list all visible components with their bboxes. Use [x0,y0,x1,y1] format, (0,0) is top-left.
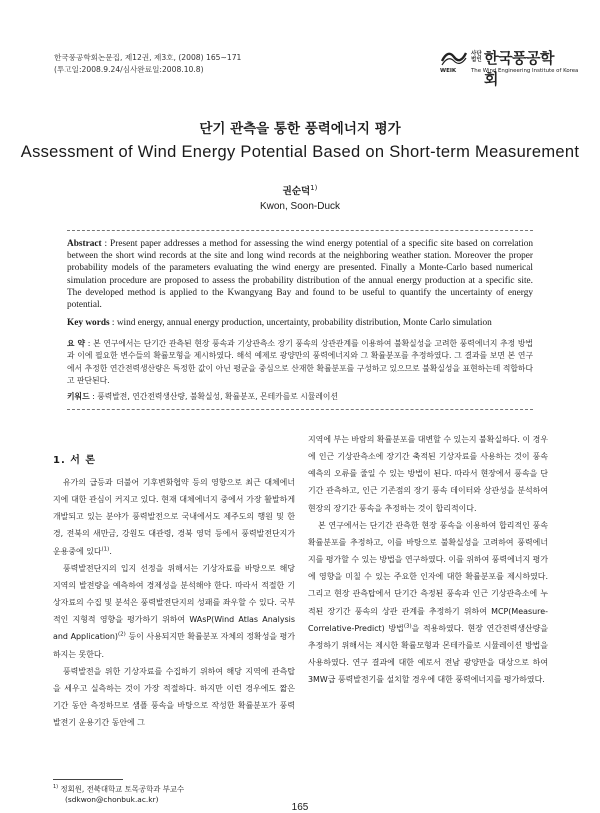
logo-society-name: 한국풍공학회 [484,49,554,88]
journal-citation: 한국풍공학회논문집, 제12권, 제3호, (2008) 165~171 [54,53,242,62]
paragraph: 유가의 급등과 더불어 기후변화협약 등의 영향으로 최근 대체에너지에 대한 관심이 커지고 있다. 현재 대체에너지 중에서 가장 활발하게 개발되고 있는 분야가 풍력발전으로 국내에서도 제주도의 행원 및 한경, 전북의 새만금, 강원도 대관령, 경북 영덕 등에서 풍력발전단지가 운용중에 있다$^{(1)}$. [53,478,295,556]
author-footnote-mark: 1) [310,183,318,192]
logo-small-text: 사단 법인 [471,51,482,63]
page-number: 165 [291,802,309,813]
logo-institute-name: The Wind Engineering Institute of Korea [471,68,579,74]
abstract-label: Abstract [67,239,102,249]
paragraph: 풍력발전단지의 입지 선정을 위해서는 기상자료를 바탕으로 해당 지역의 발전량을 예측하여 경제성을 분석해야 한다. 따라서 적절한 기상자료의 수집 및 분석은 풍력발전단지의 성패를 좌우할 수 있다. 국부적인 지형적 영향을 평가하기 위하여 WAsP(Wind Atlas Analysis and Application)$^{(2)}$ 등이 사용되지만 확률분포 자체의 정확성을 평가하지는 못한다. [53,563,296,659]
abstract-bottom-rule [67,409,533,410]
footnote-mark: 1) [53,784,59,790]
body-column-right [308,431,548,688]
paragraph: 본 연구에서는 단기간 관측한 현장 풍속을 이용하여 합리적인 풍속 확률분포를 추정하고, 이를 바탕으로 불확실성을 고려하여 풍력에너지를 평가할 수 있는 방법을 연구하였다. 이를 위하여 풍력에너지 평가에 영향을 미칠 수 있는 주요한 인자에 대한 확률분포를 제시하였다. 그리고 현장 관측탑에서 단기간 측정된 풍속과 인근 기상관측소에 누적된 장기간 풍속의 상관 관계를 추정하기 위하여 MCP(Measure-Correlative-Predict) 방법$^{(3)}$을 적용하였다. 현장 연간전력생산량을 추정하기 위해서는 제시한 확률모형과 몬테카를로 시뮬레이션 방법을 사용하였다. 연구 결과에 대한 예로서 전남 광양만을 대상으로 하여 3MW급 풍력발전기를 설치할 경우에 대한 풍력에너지를 평가하였다. [308,520,548,685]
weik-logo-icon [440,47,468,67]
section-heading-introduction: 1. 서 론 [53,455,97,466]
footnote-affiliation: 정회원, 전북대학교 토목공학과 부교수 [58,784,185,794]
abstract [67,238,533,311]
keywords-text: : wind energy, annual energy production, uncertainty, probability distribution, Monte Carlo simulation [109,318,492,328]
korean-keywords [67,391,533,402]
korean-abstract [67,338,533,388]
abstract-text: : Present paper addresses a method for assessing the wind energy potential of a specific site based on correlation between the short wind records at the site and long wind records at the neighboring weather station. Moreover the proper probability models of the parameters evaluating the wind energy are presented. Finally a Monte-Carlo based numerical simulation procedure are proposed to assess the probability distribution of the annual energy production at a specific site. The developed method is applied to the Kwangyang Bay and found to be useful to quantify the uncertainty of energy potential. [67,239,533,311]
keywords-label: Key words [67,318,110,328]
korean-abstract-text: : 본 연구에서는 단기간 관측된 현장 풍속과 기상관측소 장기 풍속의 상관관계를 이용하여 불확실성을 고려한 풍력에너지 추정 방법과 이에 필요한 변수들의 확률모형을 제시하였다. 해석 예제로 광양만의 풍력에너지와 그 확률분포를 추정하였다. 그 결과를 보면 본 연구에서 추정한 연간전력생산량은 특정한 값이 아닌 평균을 중심으로 산재한 확률분포를 구성하고 있으므로 불확실성을 표현하는데 적합하다고 판단된다. [67,339,533,386]
korean-keywords-text: : 풍력발전, 연간전력생산량, 불확실성, 확률분포, 몬테카를로 시뮬레이션 [89,392,338,401]
logo-abbr: WEIK [440,68,457,74]
korean-keywords-label: 키워드 [67,392,90,401]
abstract-top-rule [67,230,533,231]
society-logo [440,47,579,88]
paragraph: 지역에 부는 바람의 확률분포를 대변할 수 있는지 불확실하다. 이 경우에 인근 기상관측소에 장기간 축적된 기상자료를 사용하는 것이 풍속 예측의 오류를 줄일 수 있는 방법이 된다. 따라서 현장에서 풍속을 단기간 관측하고, 인근 기존점의 장기 풍속 데이터와 상관성을 분석하여 현장의 장기간 풍속을 추정하는 것이 합리적이다. [308,435,548,513]
paragraph: 풍력발전을 위한 기상자료를 수집하기 위하여 해당 지역에 관측탑을 세우고 실측하는 것이 가장 적절하다. 하지만 이런 경우에도 짧은 기간 동안 측정하므로 샘플 풍속을 바탕으로 작성한 확률분포가 풍력발전기 운용기간 동안에 그 [53,666,295,728]
body-column-left [53,474,295,731]
paper-title-english: Assessment of Wind Energy Potential Based on Short-term Measurement [20,143,580,161]
korean-abstract-label: 요 약 [67,339,86,348]
submission-dates: (투고일:2008.9.24/심사완료일:2008.10.8) [54,65,204,74]
paper-title-korean: 단기 관측을 통한 풍력에너지 평가 [199,121,401,137]
keywords [67,318,533,328]
author-korean: 권순덕$^{1)}$ [282,183,318,197]
footnote-email: (sdkwon@chonbuk.ac.kr) [65,794,159,804]
author-english: Kwon, Soon-Duck [259,201,341,212]
footnote-rule [53,779,123,780]
